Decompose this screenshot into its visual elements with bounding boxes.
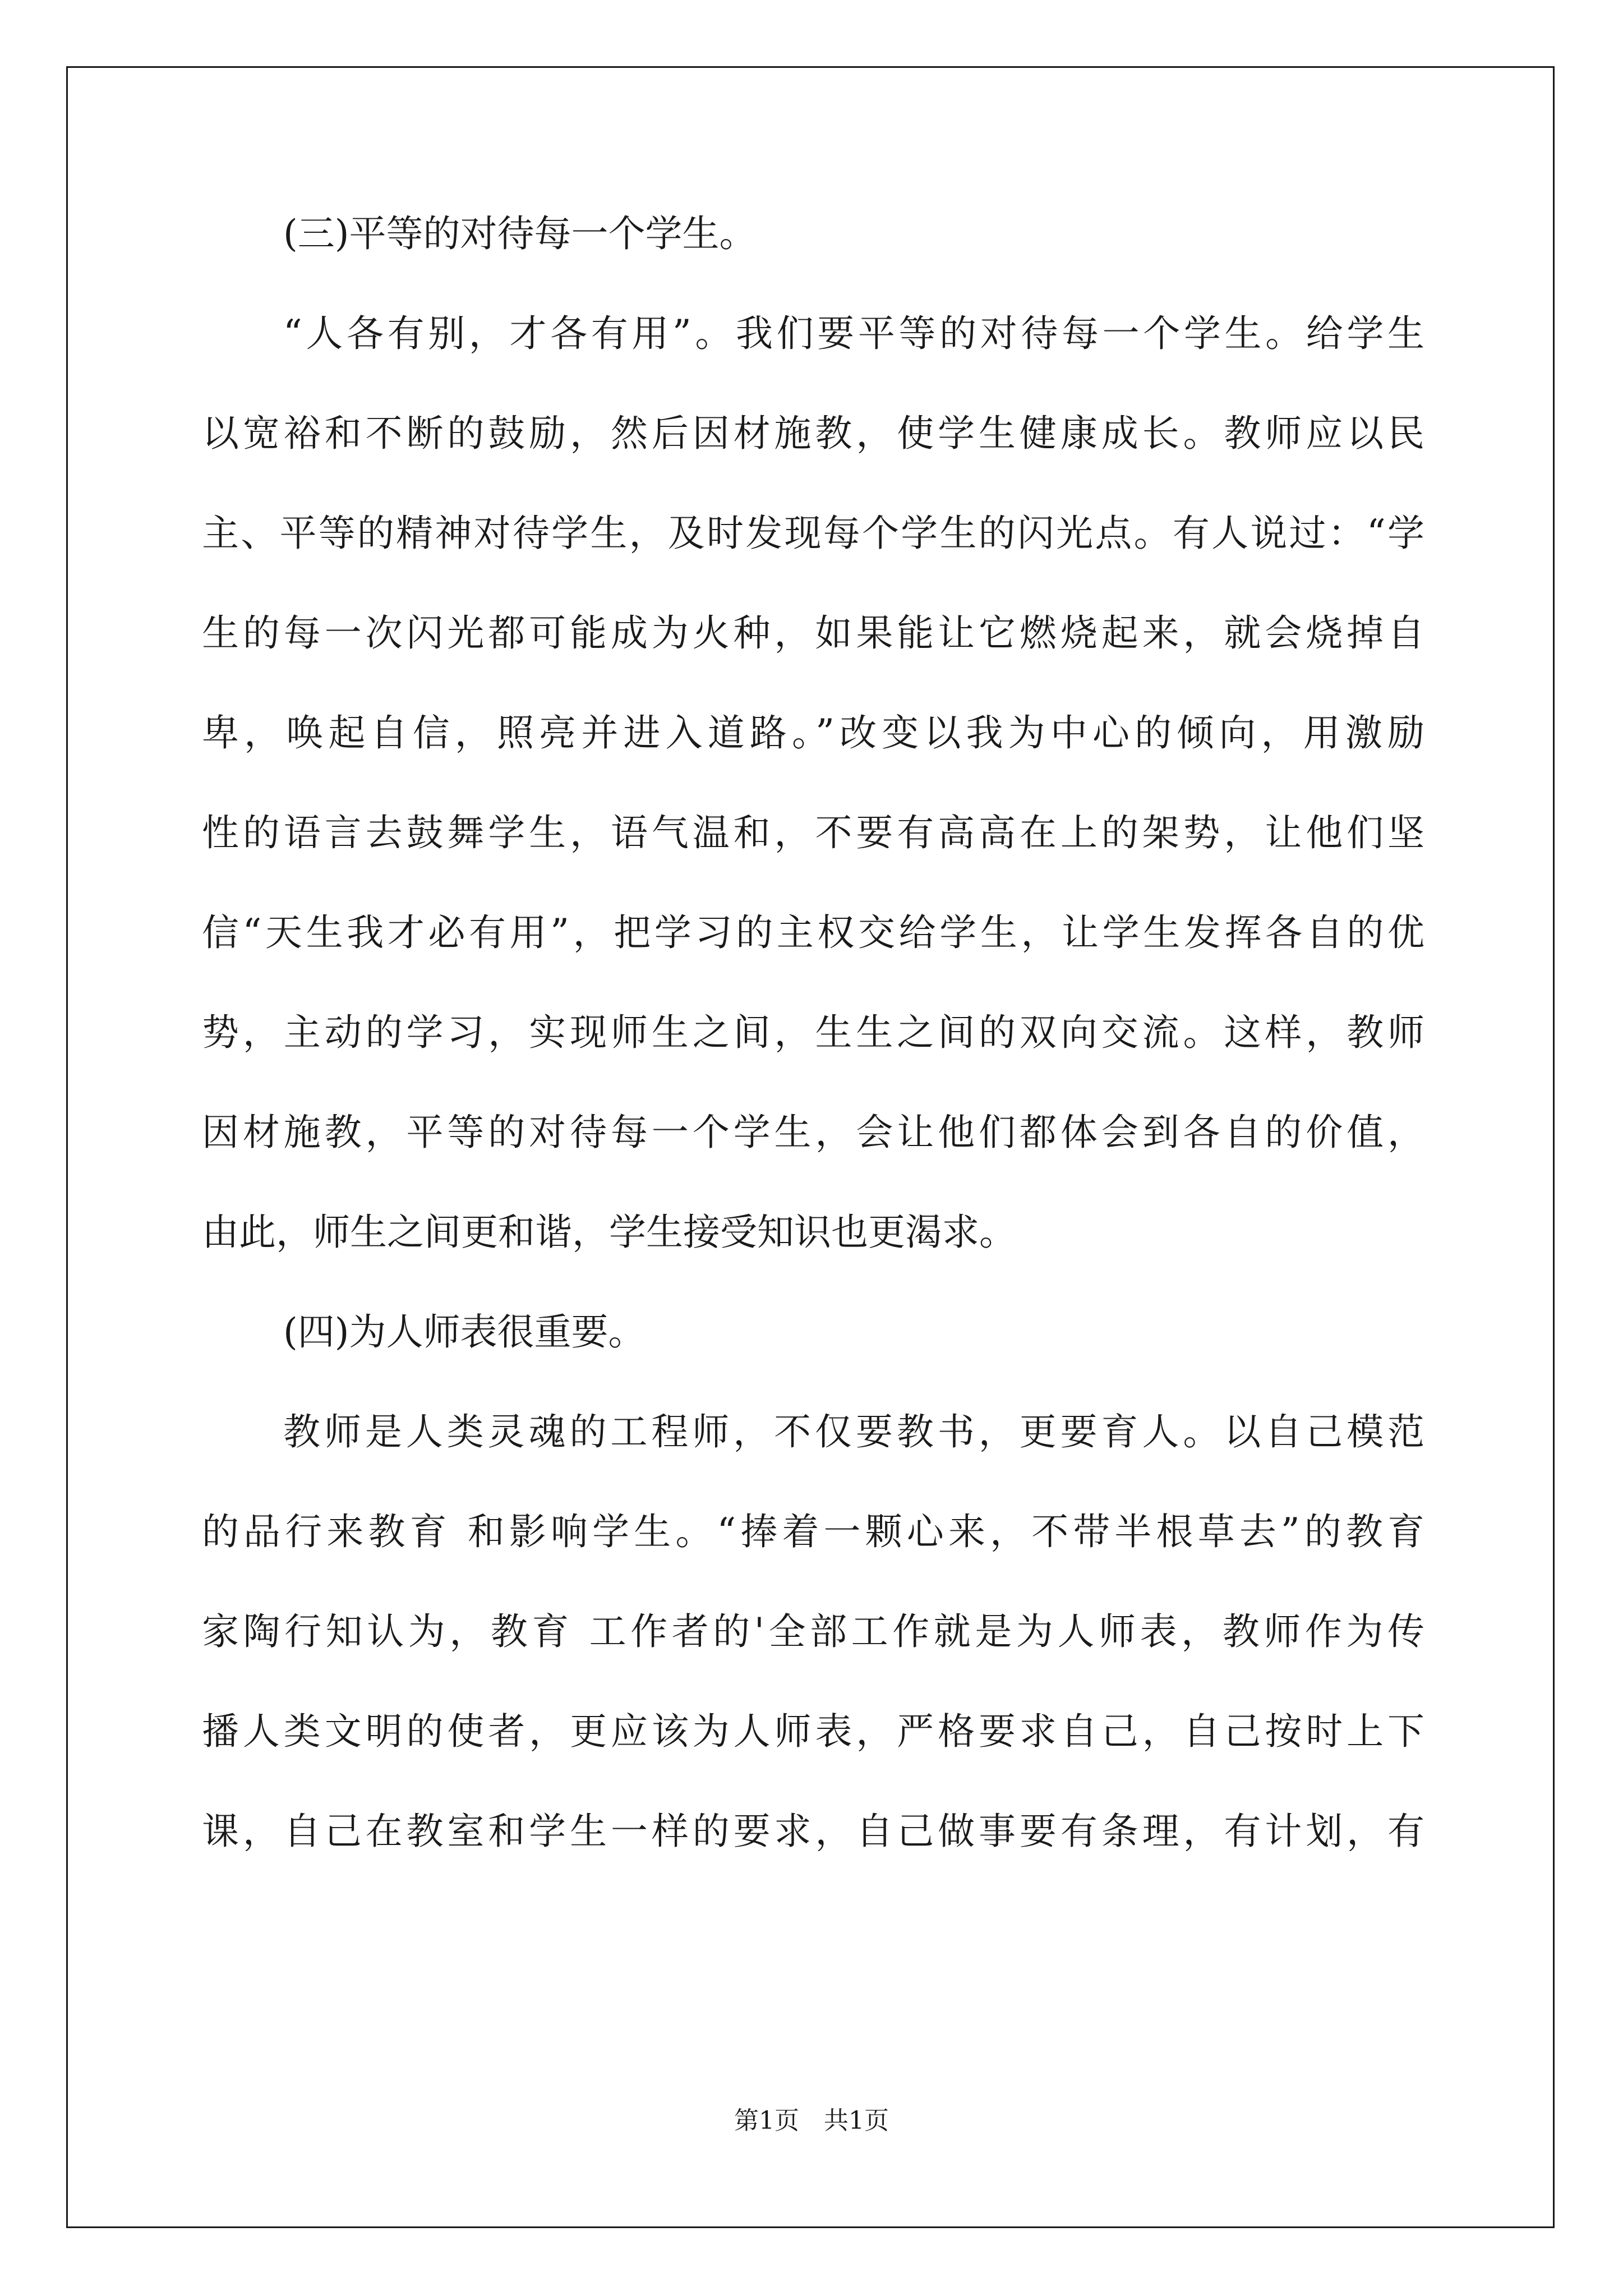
paragraph-line: 主、平等的精神对待学生，及时发现每个学生的闪光点。有人说过：“学 bbox=[202, 512, 1424, 555]
paragraph-line: 的品行来教育 和影响学生。“捧着一颗心来，不带半根草去”的教育 bbox=[202, 1510, 1424, 1553]
paragraph-line: “人各有别，才各有用”。我们要平等的对待每一个学生。给学生 bbox=[283, 312, 1424, 355]
paragraph-line: 势，主动的学习，实现师生之间，生生之间的双向交流。这样，教师 bbox=[202, 1011, 1424, 1054]
paragraph-line: 播人类文明的使者，更应该为人师表，严格要求自己，自己按时上下 bbox=[202, 1710, 1424, 1753]
paragraph-line: 教师是人类灵魂的工程师，不仅要教书，更要育人。以自己模范 bbox=[283, 1410, 1424, 1453]
paragraph-line: 卑，唤起自信，照亮并进入道路。”改变以我为中心的倾向，用激励 bbox=[202, 711, 1424, 754]
page-number: 第1页 bbox=[734, 2106, 799, 2135]
section-heading-4: (四)为人师表很重要。 bbox=[283, 1310, 645, 1354]
paragraph-line: 因材施教，平等的对待每一个学生，会让他们都体会到各自的价值， bbox=[202, 1111, 1424, 1154]
paragraph-line: 课，自己在教室和学生一样的要求，自己做事要有条理，有计划，有 bbox=[202, 1810, 1424, 1853]
page-total: 共1页 bbox=[824, 2106, 889, 2135]
paragraph-line: 性的语言去鼓舞学生，语气温和，不要有高高在上的架势，让他们坚 bbox=[202, 811, 1424, 854]
section-heading-3: (三)平等的对待每一个学生。 bbox=[283, 212, 757, 255]
paragraph-line: 信“天生我才必有用”，把学习的主权交给学生，让学生发挥各自的优 bbox=[202, 911, 1424, 954]
paragraph-line: 家陶行知认为，教育 工作者的'全部工作就是为人师表，教师作为传 bbox=[202, 1610, 1424, 1653]
paragraph-line: 以宽裕和不断的鼓励，然后因材施教，使学生健康成长。教师应以民 bbox=[202, 412, 1424, 455]
page-footer bbox=[0, 2100, 1623, 2136]
paragraph-line: 生的每一次闪光都可能成为火种，如果能让它燃烧起来，就会烧掉自 bbox=[202, 611, 1424, 655]
paragraph-line: 由此，师生之间更和谐，学生接受知识也更渴求。 bbox=[202, 1211, 1016, 1254]
